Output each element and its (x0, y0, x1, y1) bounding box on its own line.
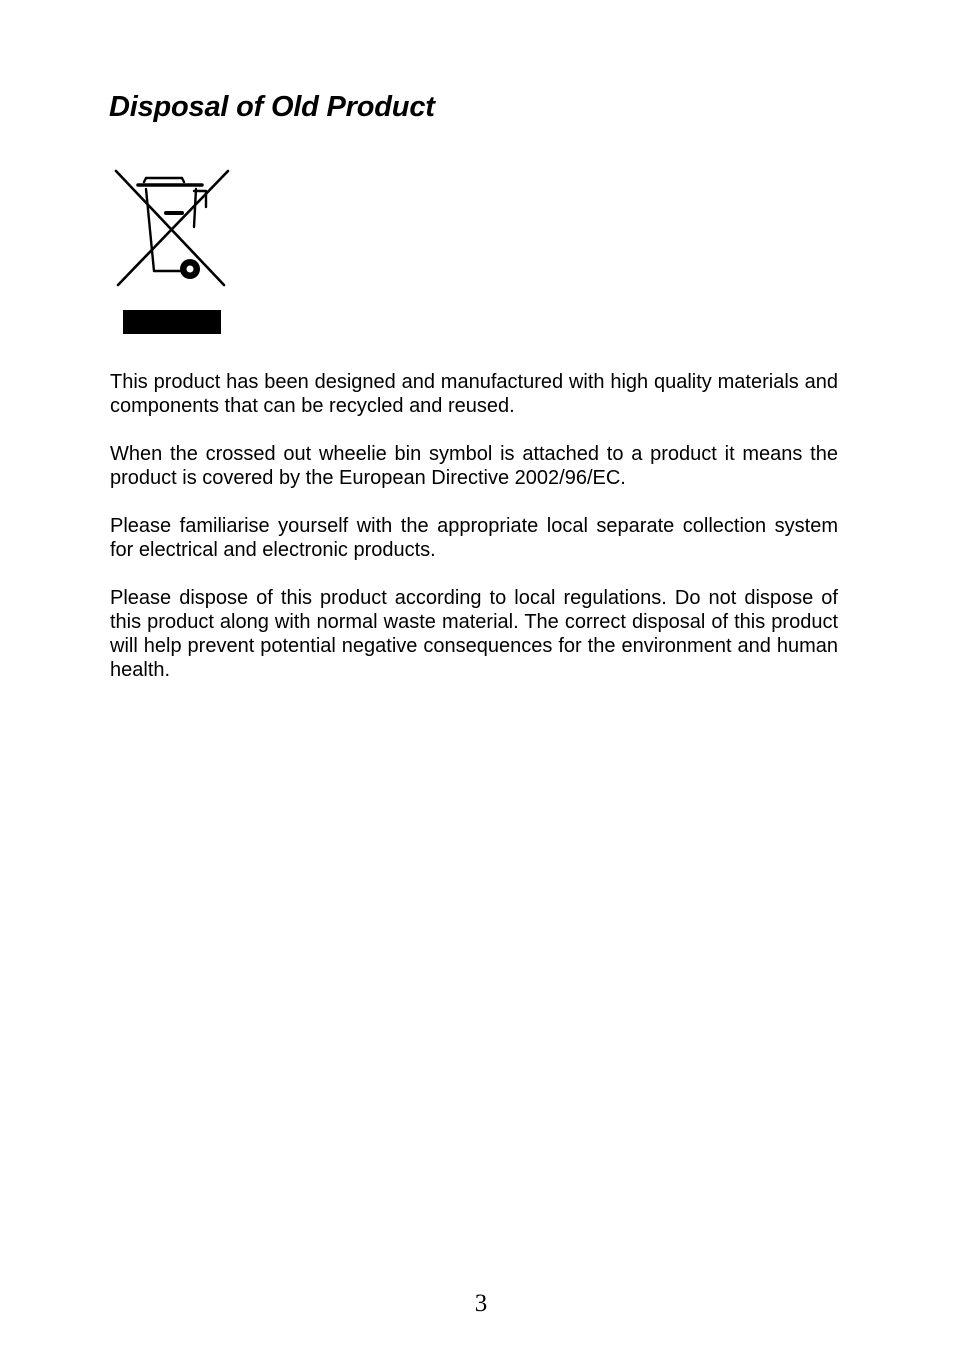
paragraph-wheelie-bin-directive: When the crossed out wheelie bin symbol is attached to a product it means the product is covered by the European Directive 2002/96/EC. (110, 443, 838, 489)
paragraph-local-regulations: Please dispose of this product according to local regulations. Do not dispose of this product along with normal waste material. The correct disposal of this product will help prevent potential negative consequences for the environment and human health. (110, 587, 838, 681)
paragraph-collection-system: Please familiarise yourself with the appropriate local separate collection system for electrical and electronic products. (110, 515, 838, 561)
crossed-out-wheelie-bin-icon (110, 165, 236, 341)
body-text (110, 370, 838, 706)
paragraph-recycled-materials: This product has been designed and manufactured with high quality materials and components that can be recycled and reused. (110, 371, 838, 417)
page-title: Disposal of Old Product (109, 91, 435, 123)
page-number: 3 (474, 1290, 488, 1317)
